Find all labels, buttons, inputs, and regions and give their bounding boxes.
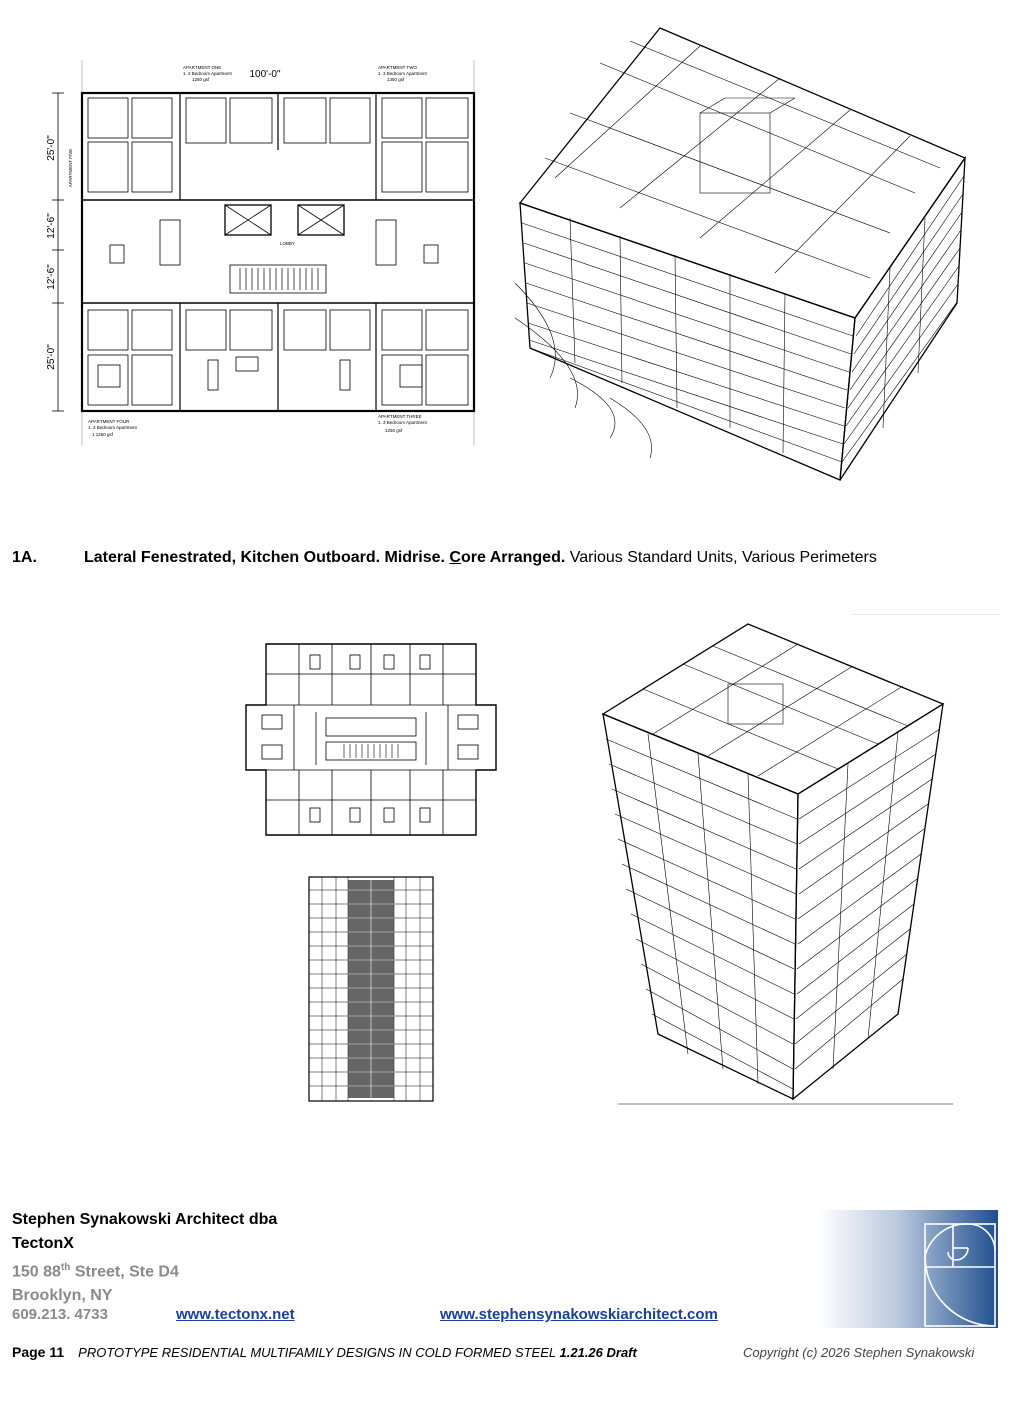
tower-elevation-drawing xyxy=(308,876,434,1102)
plan-dimension-left-2: 12'-6" xyxy=(46,213,57,239)
street-address: 150 88th Street, Ste D4 xyxy=(12,1262,179,1281)
website-link-tectonx[interactable]: www.tectonx.net xyxy=(176,1306,295,1323)
apartment-five-label: APARTMENT FIVE xyxy=(68,148,73,188)
firm-dba-name: TectonX xyxy=(12,1235,74,1252)
apartment-three-title: APARTMENT THREE xyxy=(378,414,422,419)
city-state: Brooklyn, NY xyxy=(12,1287,113,1305)
apartment-two-line2: 1350 gsf xyxy=(387,77,405,82)
lobby-label: LOBBY xyxy=(280,241,296,246)
section-heading xyxy=(12,549,877,567)
apartment-one-line2: 1250 gsf xyxy=(192,77,210,82)
contact-row xyxy=(12,1306,108,1323)
plan-dimension-left-4: 25'-0" xyxy=(46,344,57,370)
golden-spiral-logo xyxy=(818,1210,998,1328)
apartment-one-line1: 1. 2 Bedroom Apartment xyxy=(183,71,232,76)
apartment-two-title: APARTMENT TWO xyxy=(378,65,417,70)
plan-dimension-left-3: 12'-6" xyxy=(46,264,57,290)
axonometric-tower-building xyxy=(598,614,1002,1109)
axonometric-midrise-building xyxy=(510,18,970,488)
firm-name: Stephen Synakowski Architect dba xyxy=(12,1211,278,1228)
page-number: Page 11 xyxy=(12,1344,65,1360)
section-title-part2: ore Arranged. xyxy=(460,549,566,566)
page-footer-line xyxy=(12,1344,637,1360)
apartment-four-title: APARTMENT FOUR xyxy=(88,419,130,424)
plan-dimension-left-1: 25'-0" xyxy=(46,135,57,161)
apartment-four-line2: 1 1250 gsf xyxy=(92,432,114,437)
floor-plan-tower xyxy=(244,640,500,840)
document-version: 1.21.26 Draft xyxy=(559,1345,637,1360)
floor-plan-midrise xyxy=(40,60,480,450)
section-subtitle: Various Standard Units, Various Perimeters xyxy=(565,549,877,566)
phone-number: 609.213. 4733 xyxy=(12,1306,108,1323)
apartment-one-title: APARTMENT ONE xyxy=(183,65,222,70)
website-link-architect[interactable]: www.stephensynakowskiarchitect.com xyxy=(440,1306,718,1323)
section-title-part1: Lateral Fenestrated, Kitchen Outboard. Midrise. xyxy=(84,549,450,566)
apartment-three-line1: 1. 3 Bedroom Apartment xyxy=(378,420,427,425)
document-title: PROTOTYPE RESIDENTIAL MULTIFAMILY DESIGNS IN COLD FORMED STEEL 1.21.26 Draft xyxy=(78,1345,637,1360)
firm-address-block xyxy=(12,1208,277,1308)
section-title-underlined: C xyxy=(449,549,461,566)
apartment-four-line1: 1. 3 Bedroom Apartment xyxy=(88,425,137,430)
apartment-two-line1: 1. 3 Bedroom Apartment xyxy=(378,71,427,76)
section-number: 1A. xyxy=(12,549,37,566)
copyright-notice: Copyright (c) 2026 Stephen Synakowski xyxy=(743,1345,975,1360)
plan-dimension-top: 100'-0" xyxy=(249,69,281,80)
apartment-three-line2: 1250 gsf xyxy=(385,428,403,433)
